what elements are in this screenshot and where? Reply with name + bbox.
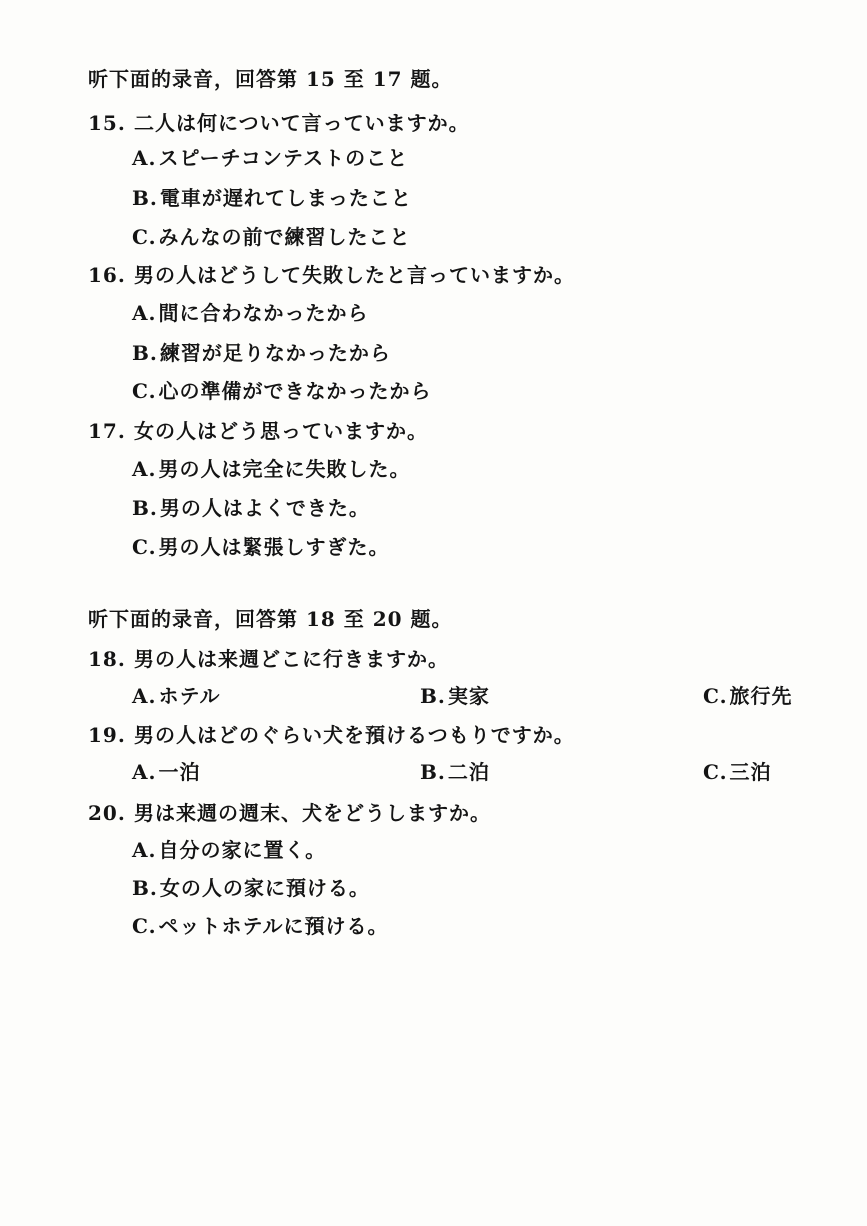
question-text: 二人は何について言っていますか。	[134, 111, 470, 135]
option-mark: B.	[132, 341, 158, 365]
option-16-b	[132, 340, 391, 366]
option-text: 間に合わなかったから	[158, 301, 369, 325]
option-text: 男の人は緊張しすぎた。	[158, 535, 390, 559]
option-mark: A.	[132, 301, 157, 325]
option-18-a	[132, 683, 220, 709]
option-mark: A.	[132, 146, 157, 170]
option-mark: C.	[132, 535, 157, 559]
option-mark: A.	[132, 838, 157, 862]
option-18-c	[703, 683, 793, 709]
option-mark: C.	[703, 684, 728, 708]
question-16	[88, 262, 575, 288]
question-text: 男の人はどうして失敗したと言っていますか。	[134, 263, 575, 287]
option-20-c	[132, 913, 389, 939]
option-18-b	[420, 683, 490, 709]
option-mark: B.	[132, 876, 158, 900]
question-19	[88, 722, 575, 748]
option-15-c	[132, 224, 411, 250]
question-text: 男の人は来週どこに行きますか。	[134, 647, 449, 671]
option-text: 三泊	[729, 760, 772, 784]
option-mark: C.	[132, 225, 157, 249]
question-number: 19.	[88, 723, 126, 747]
question-number: 18.	[88, 647, 126, 671]
question-20	[88, 800, 491, 826]
question-number: 17.	[88, 419, 126, 443]
option-mark: C.	[703, 760, 728, 784]
option-mark: C.	[132, 914, 157, 938]
question-15	[88, 110, 470, 136]
option-mark: A.	[132, 760, 157, 784]
question-text: 男の人はどのぐらい犬を預けるつもりですか。	[134, 723, 575, 747]
option-mark: B.	[420, 684, 446, 708]
option-text: 心の準備ができなかったから	[158, 379, 432, 403]
option-text: 自分の家に置く。	[158, 838, 327, 862]
option-15-a	[132, 145, 408, 171]
option-20-b	[132, 875, 370, 901]
option-text: みんなの前で練習したこと	[158, 225, 411, 249]
option-mark: B.	[132, 186, 158, 210]
option-17-b	[132, 495, 370, 521]
section1-instruction: 听下面的录音，回答第 15 至 17 题。	[88, 67, 453, 91]
question-text: 女の人はどう思っていますか。	[134, 419, 428, 443]
question-18	[88, 646, 449, 672]
section2-instruction: 听下面的录音，回答第 18 至 20 题。	[88, 607, 453, 631]
question-number: 15.	[88, 111, 126, 135]
option-text: 男の人はよくできた。	[159, 496, 370, 520]
option-15-b	[132, 185, 412, 211]
option-text: 実家	[447, 684, 490, 708]
option-16-c	[132, 378, 432, 404]
question-17	[88, 418, 428, 444]
option-text: スピーチコンテストのこと	[158, 146, 409, 170]
option-17-c	[132, 534, 390, 560]
option-text: 二泊	[447, 760, 490, 784]
option-text: 男の人は完全に失敗した。	[158, 457, 411, 481]
option-text: 一泊	[158, 760, 201, 784]
option-17-a	[132, 456, 410, 482]
option-mark: C.	[132, 379, 157, 403]
option-text: ペットホテルに預ける。	[158, 914, 389, 938]
question-text: 男は来週の週末、犬をどうしますか。	[134, 801, 491, 825]
option-20-a	[132, 837, 326, 863]
option-mark: A.	[132, 684, 157, 708]
option-mark: B.	[132, 496, 158, 520]
option-19-b	[420, 759, 490, 785]
option-text: 練習が足りなかったから	[159, 341, 391, 365]
option-mark: A.	[132, 457, 157, 481]
option-text: 電車が遅れてしまったこと	[159, 186, 412, 210]
option-text: 女の人の家に預ける。	[159, 876, 370, 900]
option-mark: B.	[420, 760, 446, 784]
question-number: 20.	[88, 801, 126, 825]
option-19-a	[132, 759, 200, 785]
question-number: 16.	[88, 263, 126, 287]
option-16-a	[132, 300, 368, 326]
option-19-c	[703, 759, 772, 785]
option-text: ホテル	[158, 684, 221, 708]
option-text: 旅行先	[729, 684, 793, 708]
